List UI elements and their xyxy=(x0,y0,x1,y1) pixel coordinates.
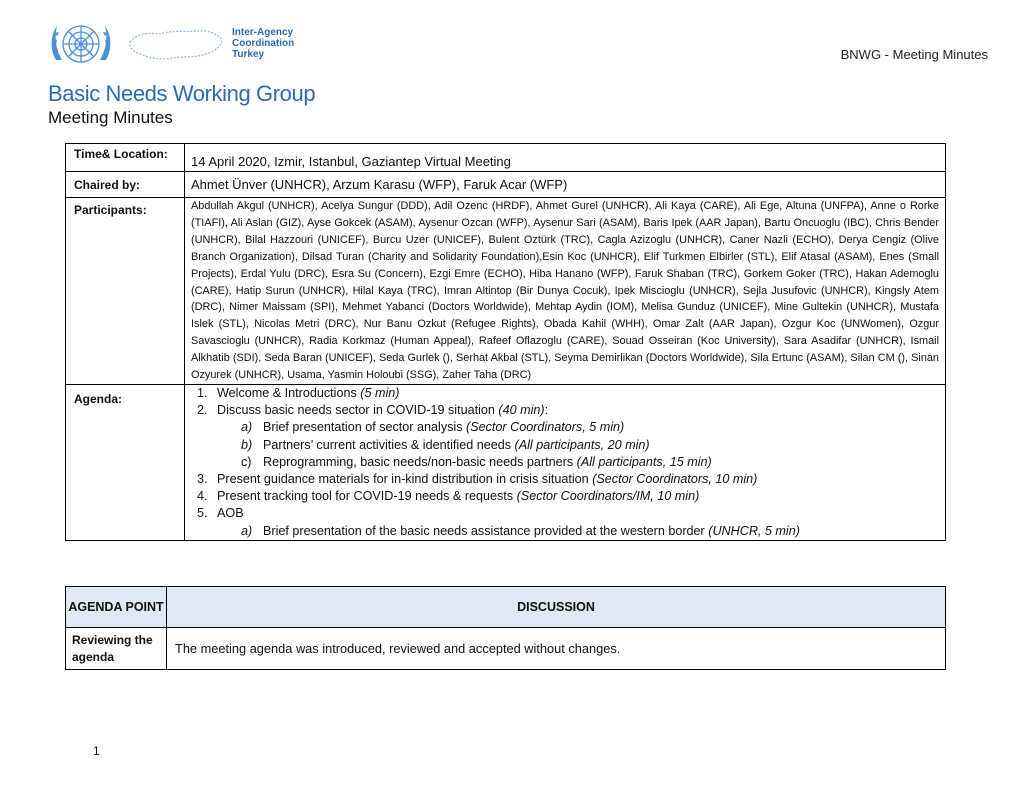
agenda-item-text: AOB xyxy=(217,506,244,521)
discussion-header-row xyxy=(66,587,946,628)
agenda-item-number: 5. xyxy=(197,506,208,521)
agenda-item-suffix: : xyxy=(544,403,549,418)
discussion-table xyxy=(65,586,946,670)
agenda-item-number: b) xyxy=(241,437,253,452)
agenda-item-note: (UNHCR, 5 min) xyxy=(708,523,800,538)
chaired-by-value: Ahmet Ünver (UNHCR), Arzum Karasu (WFP), Faruk Acar (WFP) xyxy=(185,172,946,198)
agenda-item-text: Reprogramming, basic needs/non-basic needs partners xyxy=(263,454,577,469)
agenda-item xyxy=(191,419,939,436)
participants-row xyxy=(66,198,946,385)
turkey-map-logo xyxy=(126,22,226,66)
agenda-item-number: c) xyxy=(241,454,252,469)
agenda-item xyxy=(191,454,939,471)
agenda-item xyxy=(191,488,939,505)
meeting-info-table xyxy=(65,143,946,541)
agenda-label: Agenda: xyxy=(66,384,185,540)
document-title: Basic Needs Working Group xyxy=(48,81,316,106)
iac-logo-text: Inter-Agency Coordination Turkey xyxy=(232,27,295,60)
agenda-item-number: 4. xyxy=(197,489,208,504)
agenda-item xyxy=(191,385,939,402)
agenda-item-text: Present guidance materials for in-kind distribution in crisis situation xyxy=(217,471,593,486)
agenda-item-note: (All participants, 15 min) xyxy=(576,454,712,469)
agenda-item xyxy=(191,505,939,522)
agenda-item-number: a) xyxy=(241,420,253,435)
document-header-label: BNWG - Meeting Minutes xyxy=(840,47,988,62)
un-emblem-logo xyxy=(48,16,114,74)
agenda-item xyxy=(191,471,939,488)
document-subtitle: Meeting Minutes xyxy=(48,108,173,127)
agenda-item-text: Brief presentation of the basic needs assistance provided at the western border xyxy=(263,523,709,538)
agenda-item-text: Present tracking tool for COVID-19 needs & requests xyxy=(217,489,517,504)
agenda-item-number: 2. xyxy=(197,403,208,418)
agenda-item-note: (Sector Coordinators/IM, 10 min) xyxy=(516,489,700,504)
time-location-label: Time& Location: xyxy=(66,144,185,172)
agenda-item xyxy=(191,437,939,454)
discussion-cell: The meeting agenda was introduced, reviewed and accepted without changes. xyxy=(167,628,946,670)
page-number: 1 xyxy=(93,744,100,758)
agenda-list xyxy=(191,385,939,540)
agenda-item-note: (40 min) xyxy=(498,403,545,418)
agenda-item xyxy=(191,523,939,540)
agenda-point-cell: Reviewing the agenda xyxy=(66,628,167,670)
agenda-item-text: Discuss basic needs sector in COVID-19 situation xyxy=(217,403,499,418)
agenda-item-number: 3. xyxy=(197,471,208,486)
agenda-item-note: (5 min) xyxy=(360,385,400,400)
agenda-item xyxy=(191,402,939,419)
agenda-item-note: (Sector Coordinators, 10 min) xyxy=(592,471,758,486)
participants-label: Participants: xyxy=(66,198,185,385)
agenda-item-text: Partners’ current activities & identified needs xyxy=(263,437,515,452)
agenda-item-note: (All participants, 20 min) xyxy=(514,437,650,452)
time-location-value: 14 April 2020, Izmir, Istanbul, Gaziantep Virtual Meeting xyxy=(185,144,946,172)
agenda-row xyxy=(66,384,946,540)
chaired-by-label: Chaired by: xyxy=(66,172,185,198)
agenda-item-text: Brief presentation of sector analysis xyxy=(263,420,467,435)
discussion-header: DISCUSSION xyxy=(167,587,946,628)
agenda-item-number: 1. xyxy=(197,385,208,400)
agenda-point-header: AGENDA POINT xyxy=(66,587,167,628)
agenda-item-number: a) xyxy=(241,523,253,538)
table-row xyxy=(66,628,946,670)
agenda-item-text: Welcome & Introductions xyxy=(217,385,361,400)
chaired-by-row xyxy=(66,172,946,198)
time-location-row xyxy=(66,144,946,172)
participants-list: Abdullah Akgul (UNHCR), Acelya Sungur (DDD), Adil Ozenc (HRDF), Ahmet Gurel (UNHCR), Ali Kaya (CARE), Ali Ege, Altuna (UNFPA), Anne o Rorke (TIAFI), Ali Aslan (GIZ), Ayse Gokcek (ASAM), Aysenur Ozcan (WFP), Aysenur Sari (ASAM), Baris Ipek (AAR Japan), Bartu Oncuoglu (IBC), Chris Bender (UNHCR), Bilal Hazzouri (UNICEF), Burcu Uzer (UNICEF), Bulent Oztürk (TRC), Cagla Azizoglu (UNHCR), Caner Nazli (ECHO), Derya Cengiz (Olive Branch Organization), Dilsad Turan (Charity and Solidarity Foundation),Esin Koc (UNHCR), Elif Turkmen Elbirler (STL), Elif Atasal (ASAM), Enes (Small Projects), Erdal Yulu (DRC), Esra Su (Concern), Ezgi Emre (ECHO), Hiba Hanano (WFP), Faruk Shaban (TRC), Gorkem Goker (TRC), Hakan Ademoglu (CARE), Hatip Surun (UNHCR), Hilal Kaya (TRC), Imran Altintop (Bir Dunya Cocuk), Ipek Miscioglu (UNHCR), Sejla Jusufovic (UNHCR), Kingsly Atem (DRC), Nimer Maissam (SPI), Mehmet Yabanci (Doctors Worldwide), Mehtap Aydin (IOM), Melisa Gunduz (UNICEF), Mine Gultekin (UNHCR), Mustafa Islek (STL), Nicolas Metri (DRC), Nur Banu Ozkut (Refugee Rights), Obada Kahil (WHH), Omar Zalt (AAR Japan), Ozgur Koc (UNWomen), Ozgur Savascioglu (UNHCR), Radia Korkmaz (Human Appeal), Rafeef Oflazoglu (CARE), Souad Osseiran (Koc University), Sara Asadifar (UNHCR), Ismail Alkhatib (SDI), Seda Baran (UNICEF), Seda Gurlek (), Serhat Akbal (STL), Seyma Demirlikan (Doctors Worldwide), Sila Ertunc (ASAM), Silan CM (), Sinan Ozyurek (UNHCR), Usama, Yasmin Holoubi (SSG), Zaher Taha (DRC) xyxy=(191,200,939,382)
agenda-item-note: (Sector Coordinators, 5 min) xyxy=(466,420,625,435)
